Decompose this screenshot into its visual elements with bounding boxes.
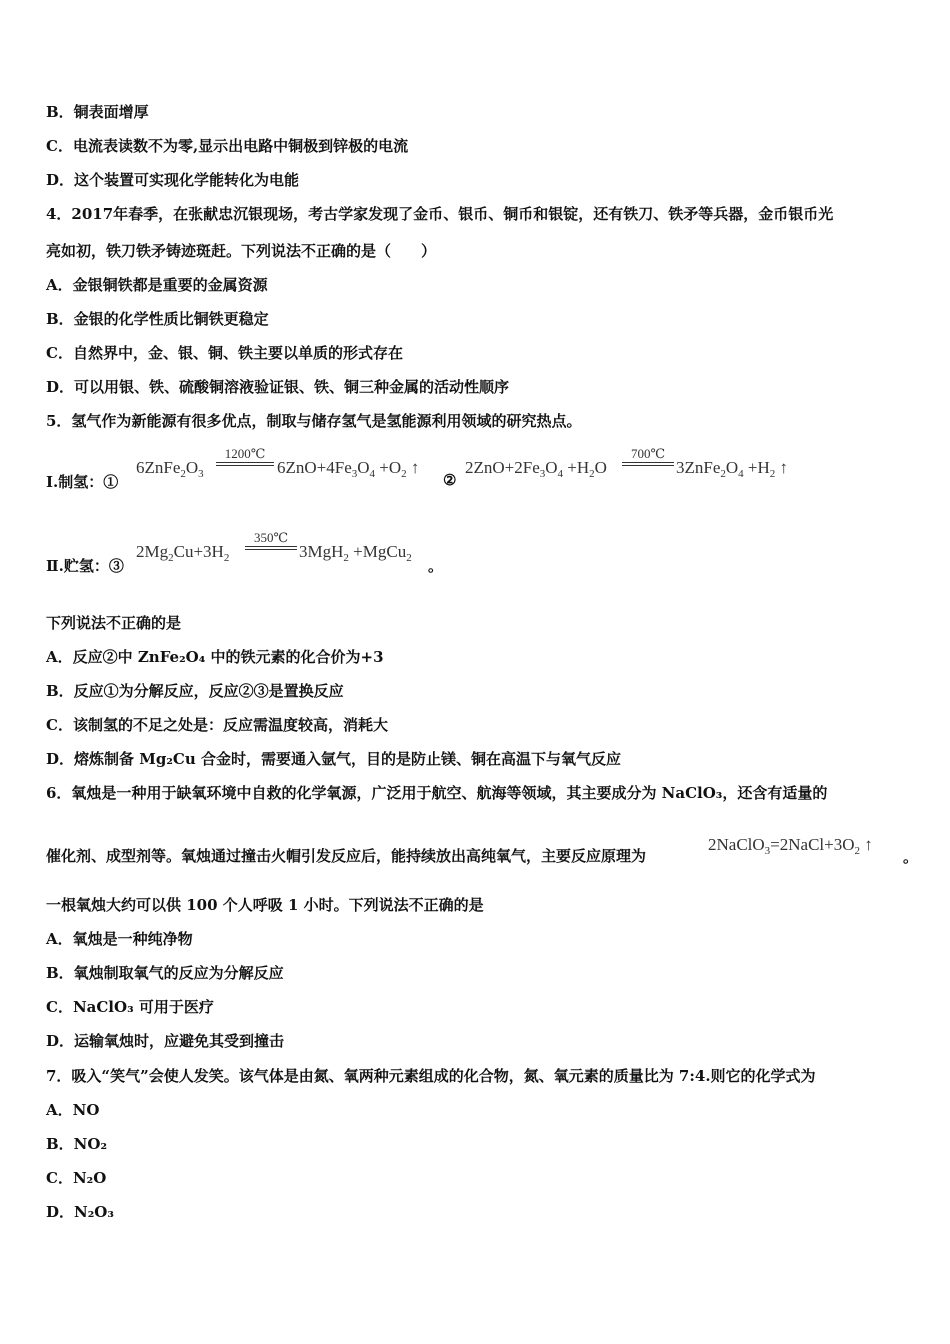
q4-option-a: A．金银铜铁都是重要的金属资源 xyxy=(46,276,268,294)
q4-option-c: C．自然界中，金、银、铜、铁主要以单质的形式存在 xyxy=(46,344,403,362)
q5-option-b: B．反应①为分解反应，反应②③是置换反应 xyxy=(46,682,344,700)
q7-option-d: D．N₂O₃ xyxy=(46,1203,114,1221)
q5-reaction3-right: 3MgH$_2$ +MgCu$_2$ xyxy=(299,542,412,564)
q3-option-c: C．电流表读数不为零,显示出电路中铜极到锌极的电流 xyxy=(46,137,409,155)
q5-reaction1-condition: 1200℃ xyxy=(216,447,274,466)
q6-option-b: B．氧烛制取氧气的反应为分解反应 xyxy=(46,964,284,982)
q5-reaction2-marker: ② xyxy=(443,471,457,489)
q6-equation-end: 。 xyxy=(903,848,919,866)
q5-option-c: C．该制氢的不足之处是：反应需温度较高，消耗大 xyxy=(46,716,388,734)
q6-stem-line1: 6．氧烛是一种用于缺氧环境中自救的化学氧源，广泛用于航空、航海等领域，其主要成分为 NaClO₃，还含有适量的 xyxy=(46,784,828,802)
q5-reaction3-left: $2Mg_2Cu+3H_2$ xyxy=(136,542,230,564)
q6-reaction-equation: $2NaClO_3=2NaCl+3O_2$ ↑ xyxy=(708,835,873,857)
q7-option-a: A．NO xyxy=(46,1101,100,1119)
q5-option-a: A．反应②中 ZnFe₂O₄ 中的铁元素的化合价为+3 xyxy=(46,648,384,666)
q7-option-b: B．NO₂ xyxy=(46,1135,108,1153)
q5-reaction3-end: 。 xyxy=(428,557,444,575)
q5-option-d: D．熔炼制备 Mg₂Cu 合金时，需要通入氩气，目的是防止镁、铜在高温下与氧气反应 xyxy=(46,750,621,768)
q3-option-d: D．这个装置可实现化学能转化为电能 xyxy=(46,171,300,189)
q5-part1-label: Ⅰ.制氢：① xyxy=(46,473,119,491)
q4-stem-line2: 亮如初，铁刀铁矛铸迹斑赶。下列说法不正确的是（ ） xyxy=(46,242,437,260)
q4-option-b: B．金银的化学性质比铜铁更稳定 xyxy=(46,310,269,328)
q5-reaction3-condition: 350℃ xyxy=(245,531,297,550)
q5-part2-label: Ⅱ.贮氢：③ xyxy=(46,557,124,575)
q6-option-a: A．氧烛是一种纯净物 xyxy=(46,930,193,948)
q7-stem: 7．吸入“笑气”会使人发笑。该气体是由氮、氧两种元素组成的化合物，氮、氧元素的质量比为 7:4.则它的化学式为 xyxy=(46,1067,816,1085)
q6-stem-line3: 一根氧烛大约可以供 100 个人呼吸 1 小时。下列说法不正确的是 xyxy=(46,896,484,914)
q5-reaction2-left: $2ZnO+2Fe_3O_4 +H_2O$ xyxy=(465,458,607,480)
q5-question: 下列说法不正确的是 xyxy=(46,614,182,632)
q6-option-c: C．NaClO₃ 可用于医疗 xyxy=(46,998,214,1016)
q5-reaction1-left: $6ZnFe_2O_3$ xyxy=(136,458,204,480)
q7-option-c: C．N₂O xyxy=(46,1169,107,1187)
q6-stem-line2: 催化剂、成型剂等。氧烛通过撞击火帽引发反应后，能持续放出高纯氧气，主要反应原理为 xyxy=(46,847,647,865)
q4-option-d: D．可以用银、铁、硫酸铜溶液验证银、铁、铜三种金属的活动性顺序 xyxy=(46,378,510,396)
q4-stem-line1: 4．2017年春季，在张献忠沉银现场，考古学家发现了金币、银币、铜币和银锭，还有铁刀、铁矛等兵器，金币银币光 xyxy=(46,205,834,223)
q6-option-d: D．运输氧烛时，应避免其受到撞击 xyxy=(46,1032,285,1050)
q5-reaction1-right: $6ZnO+4Fe_3O_4 +O_2$ ↑ xyxy=(277,458,420,480)
q5-stem: 5．氢气作为新能源有很多优点，制取与储存氢气是氢能源利用领域的研究热点。 xyxy=(46,412,582,430)
q3-option-b: B．铜表面增厚 xyxy=(46,103,149,121)
q5-reaction2-condition: 700℃ xyxy=(622,447,674,466)
q5-reaction2-right: $3ZnFe_2O_4 +H_2$ ↑ xyxy=(676,458,789,480)
